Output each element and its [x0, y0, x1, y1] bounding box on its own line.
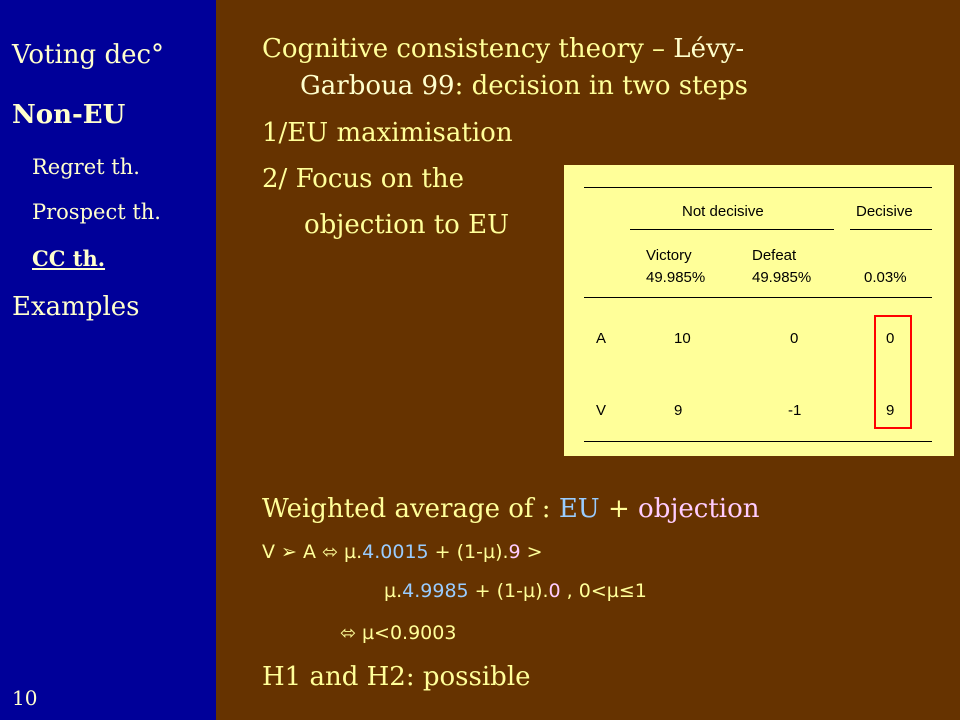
eq2-val2: 0: [548, 580, 561, 602]
row-label-a: A: [596, 330, 607, 347]
weighted-text: Weighted average of :: [262, 494, 559, 524]
eq1-mid: + (1-µ).: [428, 541, 509, 563]
sidebar-item-non-eu[interactable]: Non-EU: [12, 100, 126, 130]
eq1-mu: µ.: [337, 541, 363, 563]
group-rule-decisive: [850, 229, 932, 230]
slide-number: 10: [12, 686, 38, 710]
group-rule-not-decisive: [630, 229, 834, 230]
table-header-rule: [584, 297, 932, 298]
title-line-2: [300, 71, 748, 101]
conclusion: H1 and H2: possible: [262, 662, 531, 692]
cell-a-victory: 10: [674, 330, 691, 347]
arrow-right-icon: ➢: [281, 541, 297, 563]
eq3-result: µ<0.9003: [355, 622, 457, 644]
eq2-mu: µ.: [384, 580, 403, 602]
sidebar-item-prospect-th[interactable]: Prospect th.: [32, 200, 161, 224]
table-bottom-rule: [584, 441, 932, 442]
title-line-1: [262, 34, 744, 64]
row-label-v: V: [596, 402, 607, 419]
cell-v-decisive: 9: [886, 402, 895, 419]
col-header-defeat-pct: 49.985%: [752, 269, 812, 286]
cell-a-decisive: 0: [886, 330, 895, 347]
eq1-val2: 9: [508, 541, 521, 563]
decisive-column-highlight: [874, 315, 912, 429]
table-top-rule: [584, 187, 932, 188]
sidebar-item-cc-th[interactable]: CC th.: [32, 246, 106, 271]
cell-v-defeat: -1: [788, 402, 802, 419]
sidebar-item-examples[interactable]: Examples: [12, 292, 140, 322]
title-text-cont: : decision in two steps: [454, 71, 748, 101]
col-header-decisive-pct: 0.03%: [864, 269, 907, 286]
author-name-cont: Garboua 99: [300, 71, 455, 101]
eq2-mid: + (1-µ).: [468, 580, 549, 602]
eq2-val1: 4.9985: [402, 580, 469, 602]
col-header-victory: Victory: [646, 247, 692, 264]
group-header-not-decisive: Not decisive: [682, 203, 764, 220]
weighted-plus: +: [599, 494, 639, 524]
step-1: 1/EU maximisation: [262, 118, 513, 148]
eq1-val1: 4.0015: [362, 541, 429, 563]
cell-a-defeat: 0: [790, 330, 799, 347]
equation-2: [384, 580, 647, 602]
equivalence-icon: ⬄: [340, 622, 356, 644]
col-header-defeat: Defeat: [752, 247, 797, 264]
title-text: Cognitive consistency theory –: [262, 34, 674, 64]
equivalence-icon: ⬄: [322, 541, 338, 563]
eq2-constraint: , 0<µ≤1: [560, 580, 647, 602]
weighted-eu: EU: [558, 494, 600, 524]
weighted-average-line: [262, 494, 760, 524]
sidebar-item-regret-th[interactable]: Regret th.: [32, 155, 140, 179]
sidebar: [0, 0, 216, 720]
sidebar-item-voting-dec[interactable]: Voting dec°: [12, 40, 165, 70]
equation-1: [262, 541, 543, 563]
col-header-victory-pct: 49.985%: [646, 269, 706, 286]
equation-3: [340, 622, 456, 644]
eq1-gt: >: [520, 541, 543, 563]
eq1-a: A: [296, 541, 323, 563]
author-name: Lévy-: [673, 34, 745, 64]
step-2: 2/ Focus on the: [262, 164, 464, 194]
payoff-table: [564, 165, 954, 456]
weighted-objection: objection: [638, 494, 760, 524]
eq1-v: V: [262, 541, 282, 563]
cell-v-victory: 9: [674, 402, 683, 419]
group-header-decisive: Decisive: [856, 203, 913, 220]
step-2-cont: objection to EU: [304, 210, 509, 240]
